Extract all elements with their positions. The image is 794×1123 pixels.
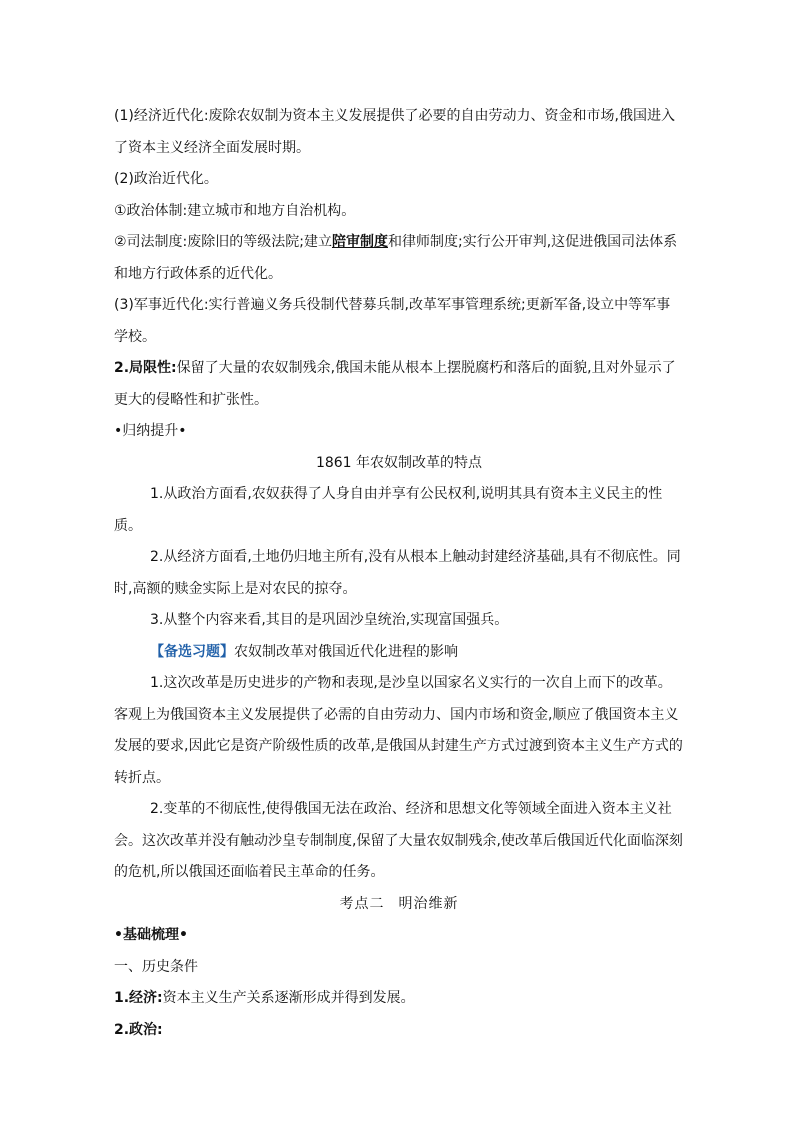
paragraph-military-modernization: (3)军事近代化:实行普遍义务兵役制代替募兵制,改革军事管理系统;更新军备,设立中等军事学校。 (114, 297, 671, 345)
limitations-text: 保留了大量的农奴制残余,俄国未能从根本上摆脱腐朽和落后的面貌,且对外显示了更大的侵略性和扩张性。 (114, 360, 676, 408)
section-summary-heading: •归纳提升• (114, 423, 187, 439)
paragraph-limitations (114, 353, 684, 416)
paragraph-political-system: ①政治体制:建立城市和地方自治机构。 (114, 202, 356, 219)
extra-exercise-tag: 【备选习题】 (150, 643, 234, 660)
paragraph-political-modernization: (2)政治近代化。 (114, 171, 218, 187)
economy-label: 1.经济: (114, 990, 163, 1006)
document-body (114, 101, 684, 1046)
condition-economy (114, 983, 684, 1015)
topic-two-name: 明治维新 (398, 895, 459, 912)
judicial-text-a: ②司法制度:废除旧的等级法院;建立 (114, 234, 332, 250)
topic-two-label: 考点二 (339, 895, 385, 912)
paragraph-economic-modernization: (1)经济近代化:废除农奴制为资本主义发展提供了必要的自由劳动力、资金和市场,俄国进入了资本主义经济全面发展时期。 (114, 108, 675, 156)
judicial-text-c: 和律师制度;实行公开审判,这促进俄国司法体系和地方行政体系的近代化。 (114, 234, 678, 282)
jury-system-highlight: 陪审制度 (331, 234, 388, 250)
condition-politics (114, 1015, 684, 1047)
extra-point-1: 1.这次改革是历史进步的产物和表现,是沙皇以国家名义实行的一次自上而下的改革。客观上为俄国资本主义发展提供了必需的自由劳动力、国内市场和资金,顺应了俄国资本主义发展的要求,因此它是资产阶级性质的改革,是俄国从封建生产方式过渡到资本主义生产方式的转折点。 (114, 675, 683, 786)
extra-exercise-title: 农奴制改革对俄国近代化进程的影响 (234, 643, 458, 660)
paragraph-judicial-system (114, 227, 684, 290)
topic-two-title (114, 889, 684, 921)
economy-text: 资本主义生产关系逐渐形成并得到发展。 (162, 990, 415, 1006)
feature-economic: 2.从经济方面看,土地仍归地主所有,没有从根本上触动封建经济基础,具有不彻底性。同时,高额的赎金实际上是对农民的掠夺。 (114, 549, 681, 597)
features-title: 1861 年农奴制改革的特点 (315, 454, 483, 471)
historical-conditions-heading: 一、历史条件 (114, 958, 198, 975)
extra-exercise-heading (114, 637, 684, 669)
section-basics-heading: •基础梳理• (114, 927, 188, 943)
feature-political: 1.从政治方面看,农奴获得了人身自由并享有公民权利,说明其具有资本主义民主的性质。 (114, 486, 663, 534)
feature-overall: 3.从整个内容来看,其目的是巩固沙皇统治,实现富国强兵。 (150, 612, 509, 628)
politics-label: 2.政治: (114, 1021, 163, 1038)
extra-point-2: 2.变革的不彻底性,使得俄国无法在政治、经济和思想文化等领域全面进入资本主义社会。这次改革并没有触动沙皇专制制度,保留了大量农奴制残余,使改革后俄国近代化面临深刻的危机,所以俄国还面临着民主革命的任务。 (114, 801, 683, 880)
limitations-label: 2.局限性: (114, 360, 177, 376)
